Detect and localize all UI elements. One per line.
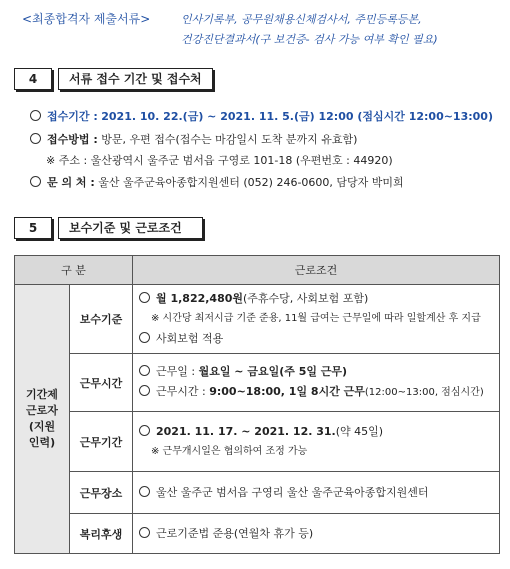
item-hours: 근무시간 [70, 354, 133, 412]
bullet-circle-icon [139, 365, 150, 376]
section-4-title: 서류 접수 기간 및 접수처 [58, 68, 213, 90]
method-value: 방문, 우편 접수(접수는 마감일시 도착 분까지 유효함) [101, 133, 358, 146]
period-note: ※ 근무개시일은 협의하여 조정 가능 [151, 445, 308, 457]
bullet-circle-icon [139, 527, 150, 538]
bullet-circle-icon [139, 292, 150, 303]
worktime-label: 근무시간 : [156, 385, 210, 398]
contact-label: 문 의 처 : [47, 176, 95, 189]
category-line: 기간제 [26, 388, 58, 401]
work-period-days: (약 45일) [335, 424, 384, 438]
welfare-detail: 근로기준법 준용(연월차 휴가 등) [156, 526, 314, 540]
social-insurance: 사회보험 적용 [156, 332, 224, 345]
pay-conditions [133, 285, 500, 354]
table-row [15, 412, 500, 472]
category-line: 인력) [28, 436, 56, 449]
table-row [15, 472, 500, 514]
hours-conditions [133, 354, 500, 412]
period-label: 접수기간 : [47, 110, 98, 123]
item-place: 근무장소 [70, 472, 133, 514]
welfare-conditions [133, 514, 500, 554]
period-value: 2021. 10. 22.(금) ~ 2021. 11. 5.(금) 12:00 (점심시간 12:00~13:00) [101, 110, 493, 123]
table-row [15, 285, 500, 354]
required-docs-tag: <최종합격자 제출서류> [22, 12, 151, 26]
item-pay: 보수기준 [70, 285, 133, 354]
category-cell [15, 285, 70, 554]
required-docs-line1: 인사기록부, 공무원채용신체검사서, 주민등록등본, [181, 13, 422, 26]
table-header-row [15, 256, 500, 285]
work-conditions-table [14, 255, 500, 554]
lunch-time: (12:00~13:00, 점심시간) [364, 387, 484, 398]
table-row [15, 514, 500, 554]
bullet-circle-icon [139, 486, 150, 497]
bullet-circle-icon [139, 425, 150, 436]
worktime-value: 9:00~18:00, 1일 8시간 근무 [209, 385, 365, 398]
application-method [30, 131, 357, 147]
header-category: 구 분 [15, 256, 133, 285]
category-line: (지원 [28, 420, 56, 433]
bullet-circle-icon [30, 133, 41, 144]
pay-amount: 월 1,822,480원 [156, 292, 244, 305]
required-docs-line2: 건강진단결과서(구 보건증- 검사 가능 여부 확인 필요) [181, 33, 438, 46]
period-conditions [133, 412, 500, 472]
section-5-number: 5 [14, 217, 52, 239]
header-conditions: 근로조건 [133, 256, 500, 285]
address-note: ※ 주소 : 울산광역시 울주군 범서읍 구영로 101-18 (우편번호 : 44920) [46, 154, 393, 167]
place-conditions [133, 472, 500, 514]
bullet-circle-icon [139, 385, 150, 396]
work-place: 울산 울주군 범서읍 구영리 울산 울주군육아종합지원센터 [156, 485, 429, 499]
section-4-number: 4 [14, 68, 52, 90]
contact-value: 울산 울주군육아종합지원센터 (052) 246-0600, 담당자 박미희 [98, 176, 404, 189]
item-period: 근무기간 [70, 412, 133, 472]
section-4-header [14, 68, 314, 90]
table-row [15, 354, 500, 412]
item-welfare: 복리후생 [70, 514, 133, 554]
bullet-circle-icon [139, 332, 150, 343]
workday-label: 근무일 : [156, 365, 199, 378]
pay-note: ※ 시간당 최저시급 기준 준용, 11월 급여는 근무일에 따라 일할계산 후 지급 [151, 313, 481, 324]
bullet-circle-icon [30, 176, 41, 187]
required-docs-list [181, 10, 501, 50]
work-period: 2021. 11. 17. ~ 2021. 12. 31. [156, 424, 336, 438]
contact-info [30, 174, 404, 190]
workday-value: 월요일 ~ 금요일(주 5일 근무) [198, 365, 348, 378]
category-line: 근로자 [26, 404, 58, 417]
section-5-title: 보수기준 및 근로조건 [58, 217, 203, 239]
pay-detail: (주휴수당, 사회보험 포함) [243, 292, 369, 305]
section-5-header [14, 217, 314, 239]
bullet-circle-icon [30, 110, 41, 121]
method-label: 접수방법 : [47, 133, 98, 146]
application-period [30, 108, 493, 124]
